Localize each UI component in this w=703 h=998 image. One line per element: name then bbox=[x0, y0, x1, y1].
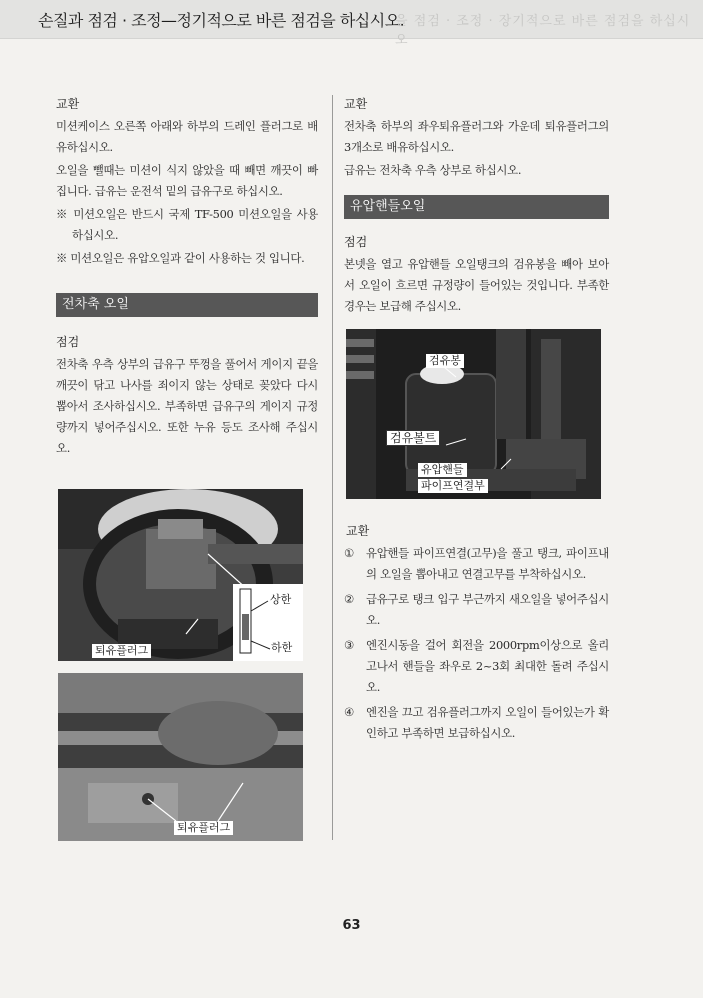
note: ※ 미션오일은 반드시 국제 TF-500 미션오일을 사용하십시오. bbox=[56, 207, 318, 242]
upper-limit-label: 상한 bbox=[270, 593, 292, 606]
front-axle-photo bbox=[58, 489, 303, 661]
replace-paragraph: 오일을 뺄때는 미션이 식지 않았을 때 빼면 깨끗이 빠집니다. 급유는 운전석 밑의 급유구로 하십시오. bbox=[56, 163, 318, 198]
step-text: 엔진시동을 걸어 회전을 2000rpm이상으로 올리고나서 핸들을 좌우로 2~3회 최대한 돌려 주십시오. bbox=[366, 638, 609, 694]
hydraulic-tank-illustration bbox=[346, 329, 601, 499]
drain-plug-label: 퇴유플러그 bbox=[174, 821, 233, 835]
check-bolt-label: 검유볼트 bbox=[386, 430, 440, 446]
inspect-heading: 점검 bbox=[56, 335, 80, 349]
step-item bbox=[344, 635, 609, 698]
step-text: 급유구로 탱크 입구 부근까지 새오일을 넣어주십시오. bbox=[366, 592, 609, 627]
replace-heading: 교환 bbox=[346, 524, 370, 538]
replace-paragraph: 미션케이스 오른쪽 아래와 하부의 드레인 플러그로 배유하십시오. bbox=[56, 119, 318, 154]
step-item bbox=[344, 589, 609, 631]
step-number: ① bbox=[344, 546, 354, 560]
step-text: 유압핸들 파이프연결(고무)을 풀고 탱크, 파이프내의 오일을 뽑아내고 연결고무를 부착하십시오. bbox=[366, 546, 609, 581]
step-item bbox=[344, 702, 609, 744]
inspect-paragraph: 전차축 우측 상부의 급유구 뚜껑을 풀어서 게이지 끝을 깨끗이 닦고 나사를 죄이지 않는 상태로 꽂았다 다시 뽑아서 조사하십시오. 부족하면 급유구의 게이지 규정량까지 넣어주십시오. 또한 누유 등도 조사해 주십시오. bbox=[56, 357, 318, 455]
pipe-connection-label: 파이프연결부 bbox=[418, 479, 488, 493]
dipstick-label: 검유봉 bbox=[426, 354, 464, 368]
step-number: ② bbox=[344, 592, 354, 606]
hydraulic-handle-label: 유압핸들 bbox=[418, 463, 467, 477]
lower-limit-label: 하한 bbox=[271, 641, 293, 654]
drain-plug-label: 퇴유플러그 bbox=[92, 644, 151, 658]
header-bleed-through-text: 을 점검 · 조정 · 장기적으로 바른 점검을 하십시오 bbox=[395, 14, 691, 48]
section-title-hydraulic-handle-oil: 유압핸들오일 bbox=[344, 195, 609, 219]
page-title: 손질과 점검 · 조정—정기적으로 바른 점검을 하십시오. bbox=[38, 11, 405, 30]
right-steps-block bbox=[344, 522, 609, 748]
column-divider bbox=[332, 95, 333, 840]
replace-heading: 교환 bbox=[56, 97, 80, 111]
hydraulic-tank-photo bbox=[346, 329, 601, 499]
replace-paragraph: 급유는 전차축 우측 상부로 하십시오. bbox=[344, 163, 522, 177]
front-axle-illustration bbox=[58, 489, 303, 661]
inspect-paragraph: 본넷을 열고 유압핸들 오일탱크의 검유봉을 빼아 보아서 오일이 흐르면 규정량이 들어있는 것입니다. 부족한 경우는 보급해 주십시오. bbox=[344, 257, 609, 313]
step-item bbox=[344, 543, 609, 585]
step-number: ④ bbox=[344, 705, 354, 719]
right-column bbox=[344, 95, 609, 319]
page-header bbox=[0, 0, 703, 48]
inspect-heading: 점검 bbox=[344, 235, 368, 249]
page-number: 63 bbox=[342, 918, 361, 933]
note: ※ 미션오일은 유압오일과 같이 사용하는 것 입니다. bbox=[56, 251, 305, 265]
underside-photo bbox=[58, 673, 303, 841]
replacement-steps bbox=[344, 543, 609, 744]
underside-illustration bbox=[58, 673, 303, 841]
left-column bbox=[56, 95, 318, 461]
replace-heading: 교환 bbox=[344, 97, 368, 111]
replace-paragraph: 전차축 하부의 좌우퇴유플러그와 가운데 퇴유플러그의 3개소로 배유하십시오. bbox=[344, 119, 609, 154]
step-number: ③ bbox=[344, 638, 354, 652]
section-title-front-axle-oil: 전차축 오일 bbox=[56, 293, 318, 317]
step-text: 엔진을 끄고 검유플러그까지 오일이 들어있는가 확인하고 부족하면 보급하십시오. bbox=[366, 705, 609, 740]
